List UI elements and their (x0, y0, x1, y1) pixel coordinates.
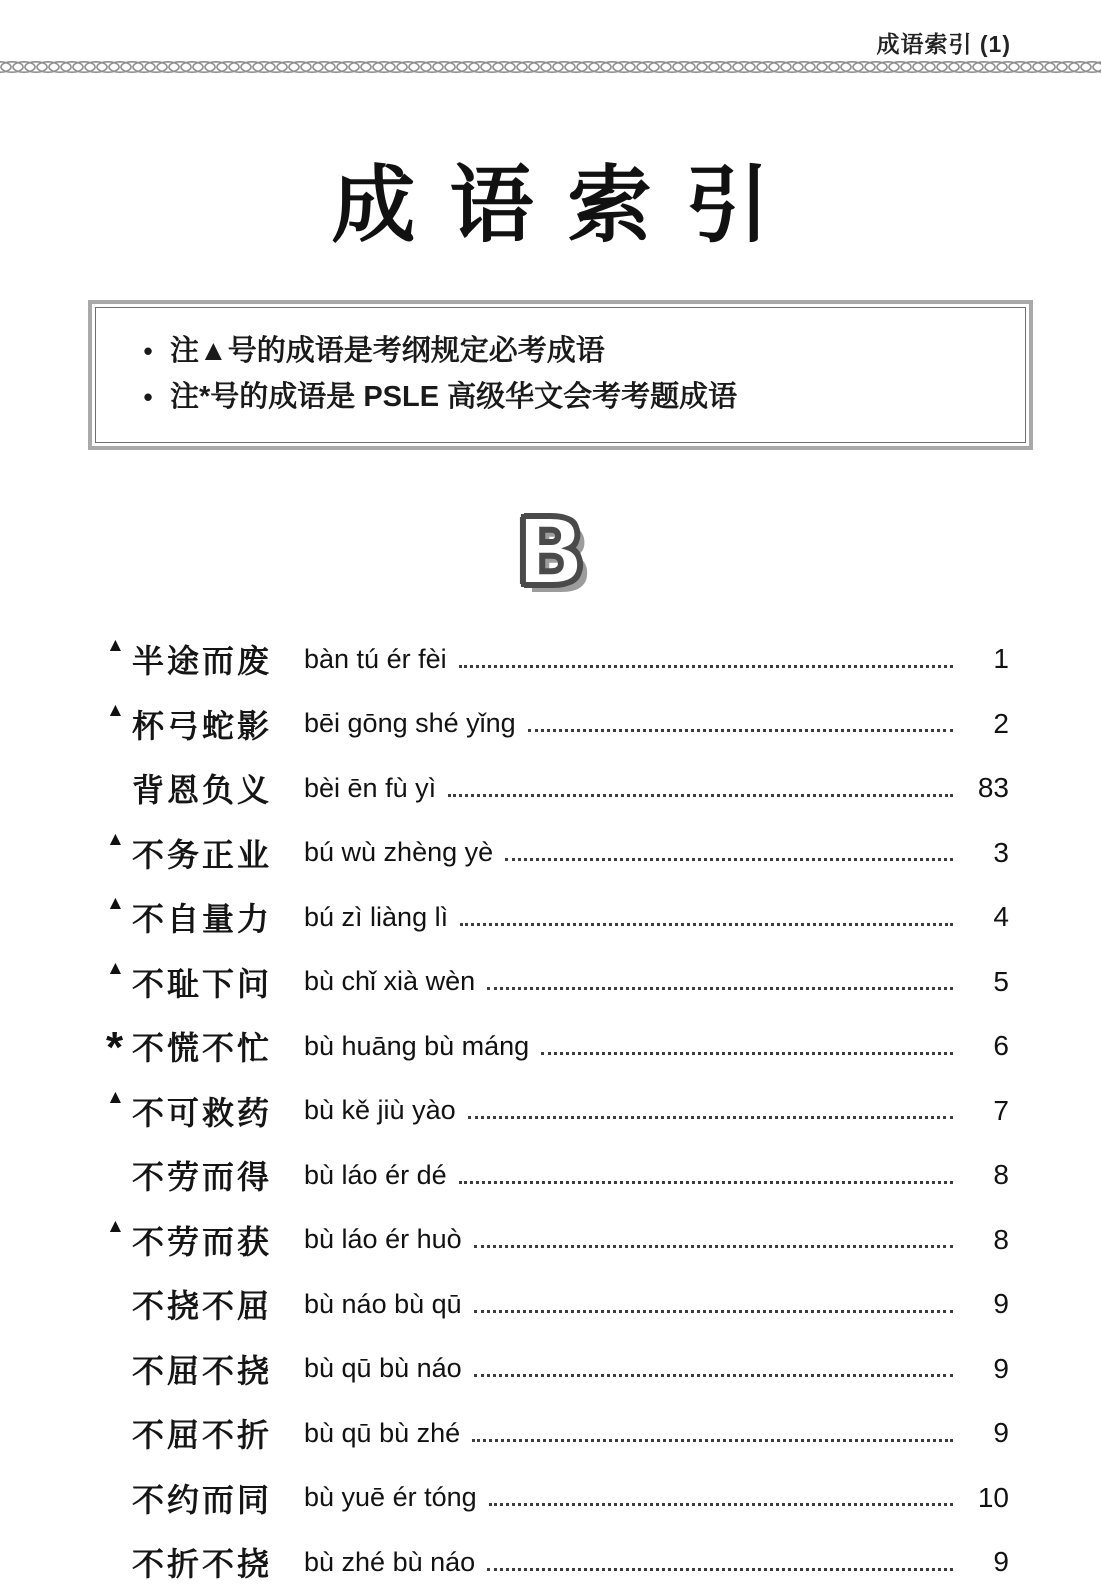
running-header-label: 成语索引 (1) (876, 31, 1011, 57)
legend-note-text: 注▲号的成语是考纲规定必考成语 (170, 335, 605, 367)
dot-leader (487, 1554, 953, 1571)
required-marker-icon: ▲ (106, 1086, 125, 1108)
bullet-icon: • (143, 336, 153, 366)
dot-leader (474, 1360, 953, 1377)
pinyin-text: bèi ēn fù yì (304, 772, 437, 803)
idiom-text: 不慌不忙 (132, 1030, 273, 1067)
dot-leader (474, 1296, 953, 1313)
index-entry (106, 1143, 1009, 1208)
index-entry (106, 821, 1009, 886)
index-entry (106, 1401, 1009, 1466)
index-entry (106, 1079, 1009, 1144)
idiom-text: 背恩负义 (132, 772, 273, 809)
index-entry (106, 627, 1009, 692)
index-entry (106, 1337, 1009, 1402)
section-letter: B (515, 499, 586, 606)
legend-note-text: 注*号的成语是 PSLE 高级华文会考考题成语 (170, 381, 738, 413)
idiom-text: 不可救药 (132, 1094, 273, 1131)
page-number: 10 (977, 1481, 1009, 1513)
chain-border-pattern (0, 58, 1101, 76)
dot-leader (460, 909, 953, 926)
required-marker-icon: ▲ (106, 699, 125, 721)
legend-note-line (126, 374, 995, 420)
page-number: 8 (993, 1223, 1009, 1255)
dot-leader (474, 1231, 953, 1248)
pinyin-text: bù qū bù zhé (304, 1417, 461, 1448)
idiom-text: 不屈不挠 (132, 1352, 273, 1389)
pinyin-text: bù zhé bù náo (304, 1546, 476, 1577)
index-entry (106, 1208, 1009, 1273)
pinyin-text: bù láo ér dé (304, 1159, 447, 1190)
legend-note-line (126, 328, 995, 374)
dot-leader (487, 973, 953, 990)
page-title: 成语索引 (331, 158, 804, 252)
dot-leader (528, 715, 953, 732)
idiom-text: 不挠不屈 (132, 1288, 273, 1325)
page-number: 9 (993, 1352, 1009, 1384)
idiom-text: 不折不挠 (132, 1546, 273, 1583)
pinyin-text: bù yuē ér tóng (304, 1482, 477, 1513)
pinyin-text: bù chǐ xià wèn (304, 966, 476, 997)
page-number: 7 (993, 1094, 1009, 1126)
pinyin-text: bù huāng bù máng (304, 1030, 530, 1061)
page-number: 83 (977, 772, 1009, 804)
pinyin-text: bù kě jiù yào (304, 1095, 456, 1126)
page-header (0, 0, 1101, 58)
pinyin-text: bú wù zhèng yè (304, 837, 494, 868)
dot-leader (489, 1489, 953, 1506)
index-entry (106, 885, 1009, 950)
pinyin-text: bù láo ér huò (304, 1224, 462, 1255)
required-marker-icon: ▲ (106, 635, 125, 657)
page-number: 6 (993, 1030, 1009, 1062)
required-marker-icon: ▲ (106, 957, 125, 979)
index-entry (106, 756, 1009, 821)
required-marker-icon: ▲ (106, 893, 125, 915)
page-number: 3 (993, 836, 1009, 868)
idiom-text: 不劳而得 (132, 1159, 273, 1196)
dot-leader (472, 1425, 953, 1442)
pinyin-text: bù qū bù náo (304, 1353, 462, 1384)
legend-note-box (95, 307, 1026, 443)
index-entry (106, 1530, 1009, 1595)
dot-leader (468, 1102, 953, 1119)
chain-border (0, 58, 1101, 76)
page-number: 9 (993, 1417, 1009, 1449)
page-number: 9 (993, 1546, 1009, 1578)
index-entry (106, 1014, 1009, 1079)
pinyin-text: bú zì liàng lì (304, 901, 449, 932)
page-number: 9 (993, 1288, 1009, 1320)
required-marker-icon: ▲ (106, 1215, 125, 1237)
idiom-text: 不自量力 (132, 901, 273, 938)
bullet-icon: • (143, 382, 153, 412)
pinyin-text: bēi gōng shé yǐng (304, 708, 516, 739)
idiom-list (106, 627, 1009, 1595)
page-number: 2 (993, 707, 1009, 739)
psle-marker-icon: * (106, 1023, 124, 1073)
idiom-text: 不劳而获 (132, 1223, 273, 1260)
idiom-text: 不约而同 (132, 1481, 273, 1518)
dot-leader (505, 844, 953, 861)
index-entry (106, 1272, 1009, 1337)
dot-leader (448, 780, 953, 797)
index-entry (106, 1466, 1009, 1531)
dot-leader (459, 1167, 953, 1184)
required-marker-icon: ▲ (106, 828, 125, 850)
idiom-text: 半途而废 (132, 643, 273, 680)
idiom-text: 杯弓蛇影 (132, 707, 273, 744)
index-entry (106, 950, 1009, 1015)
dot-leader (459, 651, 953, 668)
page-number: 8 (993, 1159, 1009, 1191)
pinyin-text: bù náo bù qū (304, 1288, 462, 1319)
dot-leader (541, 1038, 953, 1055)
idiom-text: 不耻下问 (132, 965, 273, 1002)
idiom-text: 不屈不折 (132, 1417, 273, 1454)
pinyin-text: bàn tú ér fèi (304, 643, 447, 674)
page-number: 1 (993, 643, 1009, 675)
idiom-text: 不务正业 (132, 836, 273, 873)
page-number: 5 (993, 965, 1009, 997)
index-entry (106, 692, 1009, 757)
page-number: 4 (993, 901, 1009, 933)
